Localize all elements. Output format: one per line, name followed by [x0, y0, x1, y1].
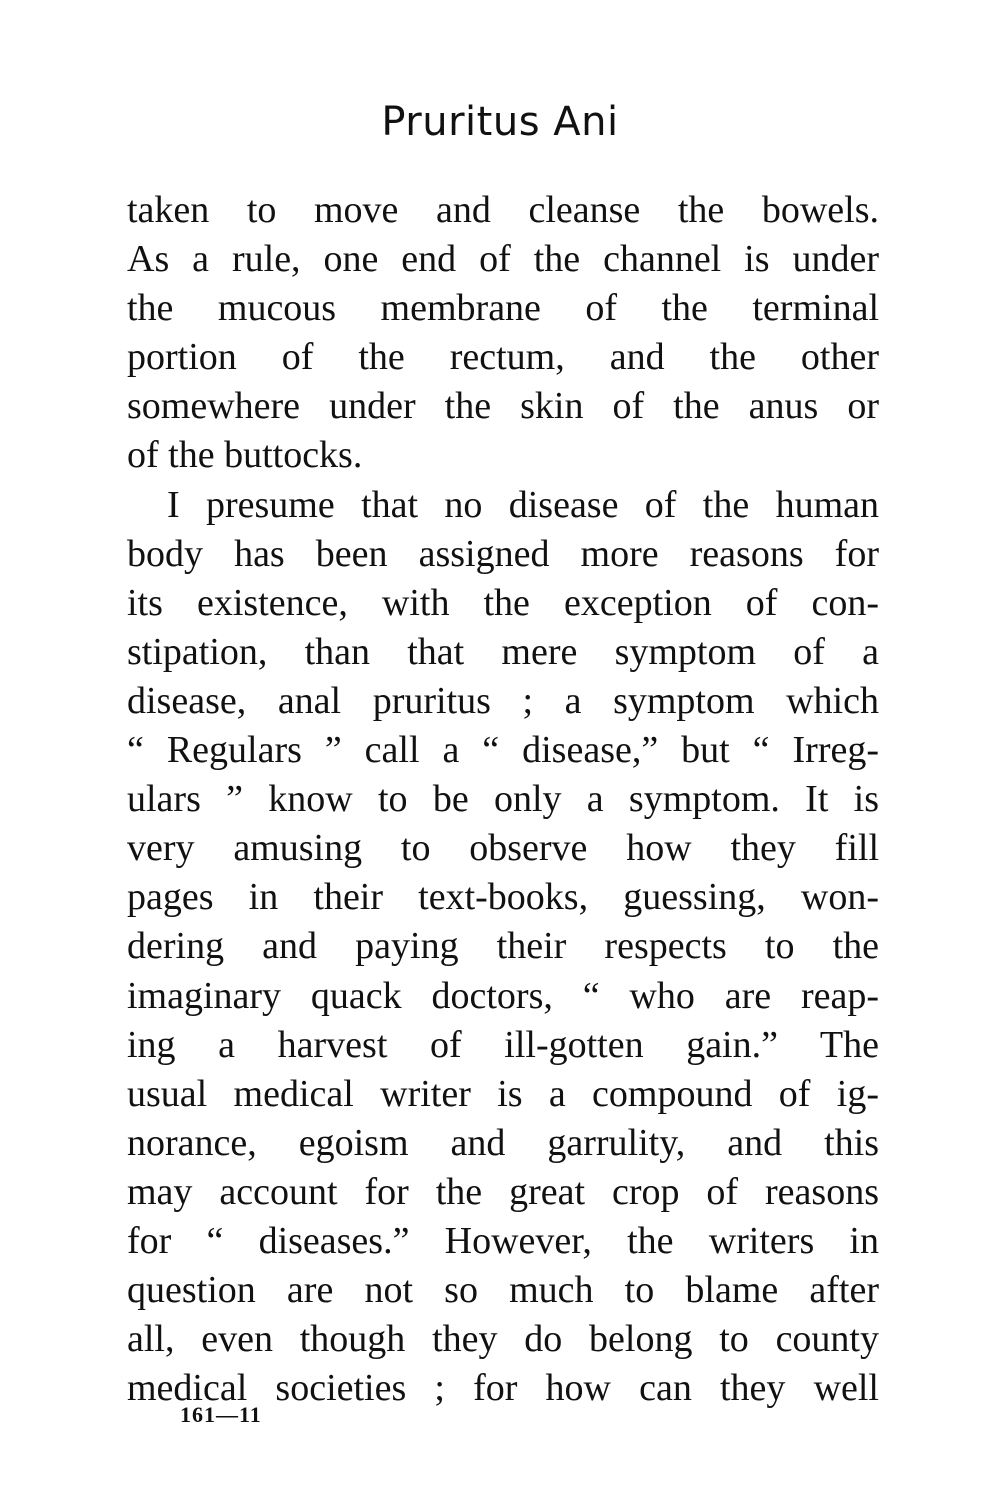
text-line: question are not so much to blame after	[127, 1269, 879, 1312]
text-line: “ Regulars ” call a “ disease,” but “ Irreg-	[127, 729, 879, 772]
text-line: very amusing to observe how they fill	[127, 827, 879, 870]
paragraph-2	[127, 481, 879, 1414]
text-line: disease, anal pruritus ; a symptom which	[127, 679, 879, 722]
text-line: for “ diseases.” However, the writers in	[127, 1219, 879, 1262]
text-line: I presume that no disease of the human	[167, 483, 879, 526]
text-line: portion of the rectum, and the other	[127, 336, 879, 379]
text-line: pages in their text-books, guessing, won-	[127, 876, 879, 919]
text-line: usual medical writer is a compound of ig-	[127, 1072, 879, 1115]
text-line: the mucous membrane of the terminal	[127, 287, 879, 330]
text-line: ing a harvest of ill-gotten gain.” The	[127, 1023, 879, 1066]
body-text	[127, 186, 879, 1413]
text-line: somewhere under the skin of the anus or	[127, 385, 879, 428]
text-line: may account for the great crop of reasons	[127, 1170, 879, 1213]
text-line: of the buttocks.	[127, 434, 363, 477]
text-line: ulars ” know to be only a symptom. It is	[127, 778, 879, 821]
text-line: imaginary quack doctors, “ who are reap-	[127, 974, 879, 1017]
text-line: norance, egoism and garrulity, and this	[127, 1121, 879, 1164]
text-line: dering and paying their respects to the	[127, 925, 879, 968]
paragraph-1	[127, 186, 879, 481]
text-line: its existence, with the exception of con-	[127, 581, 879, 624]
running-title: Pruritus Ani	[381, 99, 619, 145]
text-line: taken to move and cleanse the bowels.	[127, 189, 879, 231]
text-line: body has been assigned more reasons for	[127, 532, 879, 575]
text-line: As a rule, one end of the channel is under	[127, 238, 879, 281]
text-line: medical societies ; for how can they well	[127, 1367, 879, 1410]
text-line: all, even though they do belong to county	[127, 1318, 879, 1361]
signature-mark: 161—11	[180, 1402, 262, 1427]
text-line: stipation, than that mere symptom of a	[127, 630, 879, 673]
